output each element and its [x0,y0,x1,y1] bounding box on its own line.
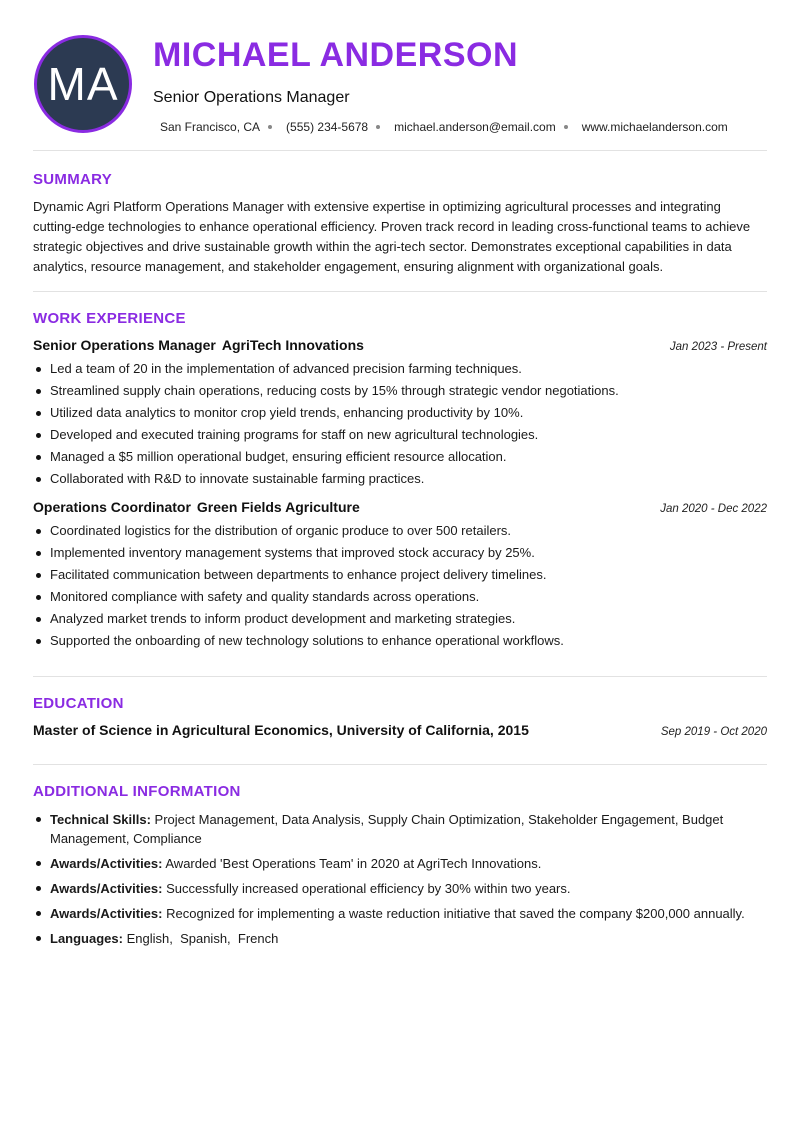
list-item: Supported the onboarding of new technology solutions to enhance operational workflows. [33,630,767,652]
list-item: Monitored compliance with safety and quality standards across operations. [33,586,767,608]
summary-section [33,151,767,291]
job-company: Green Fields Agriculture [196,499,360,515]
item-label: Awards/Activities: [50,906,163,921]
job-entry [33,499,767,652]
job-role-title: Operations Coordinator [33,499,191,515]
list-item: Utilized data analytics to monitor crop yield trends, enhancing productivity by 10%. [33,402,767,424]
list-item [33,810,767,848]
education-section [33,677,767,764]
list-item: Managed a $5 million operational budget, ensuring efficient resource allocation. [33,446,767,468]
degree: Master of Science in Agricultural Economics, University of California, 2015 [33,722,529,738]
list-item [33,904,767,923]
job-company: AgriTech Innovations [221,337,364,353]
item-text: Recognized for implementing a waste reduction initiative that saved the company $200,000 annually. [166,906,745,921]
job-entry [33,337,767,490]
item-label: Languages: [50,931,123,946]
experience-section [33,292,767,676]
avatar [34,35,132,133]
item-text: English, Spanish, French [126,931,279,946]
list-item: Analyzed market trends to inform product development and marketing strategies. [33,608,767,630]
item-text: Awarded 'Best Operations Team' in 2020 at AgriTech Innovations. [165,856,542,871]
job-bullets [33,358,767,490]
item-label: Awards/Activities: [50,881,163,896]
list-item: Streamlined supply chain operations, reducing costs by 15% through strategic vendor negotiations. [33,380,767,402]
list-item [33,854,767,873]
list-item: Coordinated logistics for the distribution of organic produce to over 500 retailers. [33,520,767,542]
separator-dot-icon [564,125,568,129]
job-dates: Jan 2020 - Dec 2022 [660,503,767,515]
job-bullets [33,520,767,652]
job-title: Senior Operations Manager [153,89,350,106]
list-item: Developed and executed training programs for staff on new agricultural technologies. [33,424,767,446]
separator-dot-icon [268,125,272,129]
education-heading: EDUCATION [33,695,124,712]
list-item: Implemented inventory management systems that improved stock accuracy by 25%. [33,542,767,564]
education-entry [33,722,767,738]
contact-bar [160,120,728,134]
item-label: Technical Skills: [50,812,151,827]
avatar-initials: MA [47,58,119,110]
contact-location: San Francisco, CA [160,120,261,134]
resume-header [33,0,767,150]
job-role-title: Senior Operations Manager [33,337,216,353]
separator-dot-icon [376,125,380,129]
experience-heading: WORK EXPERIENCE [33,310,186,327]
education-dates: Sep 2019 - Oct 2020 [660,726,767,738]
list-item: Facilitated communication between departments to enhance project delivery timelines. [33,564,767,586]
additional-section [33,765,767,948]
summary-text: Dynamic Agri Platform Operations Manager with extensive expertise in optimizing agricultural processes and integrating cutting-edge technologies to enhance operational efficiency. Proven track record in leading cross-functional teams to achieve strategic objectives and drive sustainable growth within the agri-tech sector. Demonstrates exceptional capabilities in data analytics, resource management, and stakeholder engagement, ensuring alignment with organizational goals. [33,199,751,274]
job-header [33,499,767,515]
contact-phone: (555) 234-5678 [286,120,369,134]
list-item [33,879,767,898]
contact-website[interactable]: www.michaelanderson.com [581,120,728,134]
job-role [33,337,364,353]
job-dates: Jan 2023 - Present [669,341,767,353]
list-item: Led a team of 20 in the implementation of advanced precision farming techniques. [33,358,767,380]
summary-heading: SUMMARY [33,171,113,188]
item-label: Awards/Activities: [50,856,163,871]
additional-heading: ADDITIONAL INFORMATION [33,783,241,800]
contact-email[interactable]: michael.anderson@email.com [394,120,556,134]
item-text: Successfully increased operational efficiency by 30% within two years. [166,881,571,896]
list-item: Collaborated with R&D to innovate sustainable farming practices. [33,468,767,490]
list-item [33,929,767,948]
job-role [33,499,360,515]
item-text: Project Management, Data Analysis, Supply Chain Optimization, Stakeholder Engagement, Budget Management, Compliance [50,812,724,846]
job-header [33,337,767,353]
additional-list [33,810,767,948]
candidate-name: MICHAEL ANDERSON [153,36,519,74]
